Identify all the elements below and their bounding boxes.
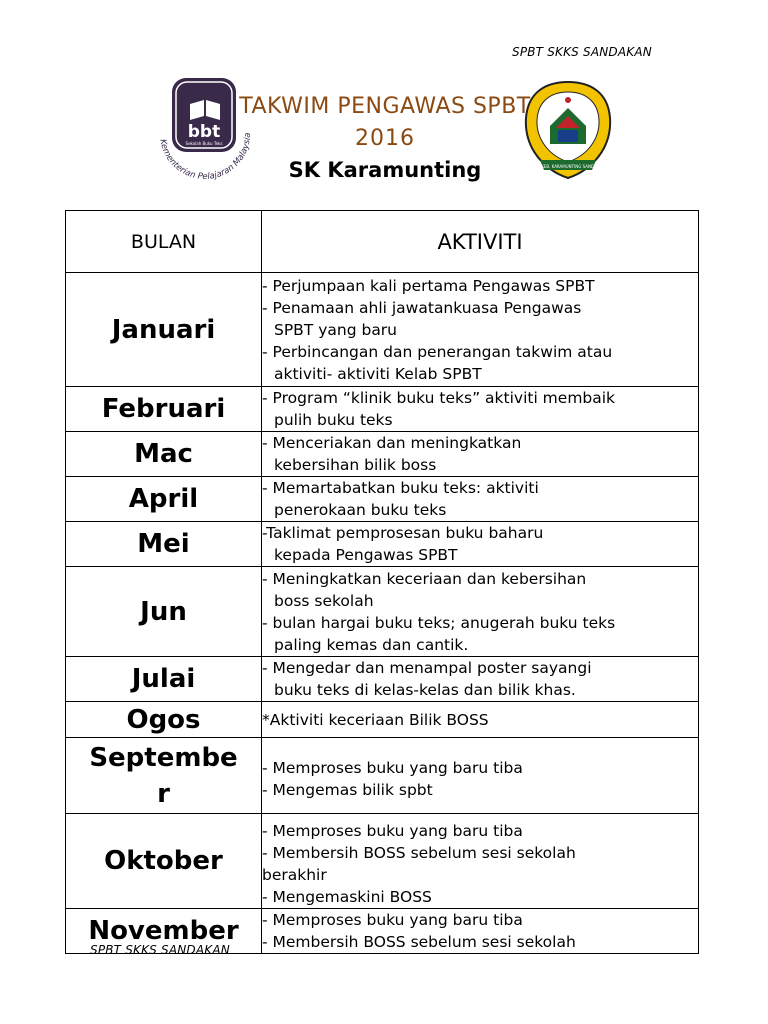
table-row — [66, 738, 699, 814]
table-row — [66, 387, 699, 432]
activity-line: - Membersih BOSS sebelum sesi sekolah — [262, 844, 576, 862]
activity-line: - Memproses buku yang baru tiba — [262, 911, 523, 929]
activity-line: buku teks di kelas-kelas dan bilik khas. — [274, 681, 576, 699]
activity-line: - Penamaan ahli jawatankuasa Pengawas — [262, 298, 582, 317]
school-name: SK Karamunting — [288, 158, 482, 182]
activity-line: SPBT yang baru — [274, 320, 398, 339]
activity-line: - Memproses buku yang baru tiba — [262, 758, 523, 777]
activity-line: - Mengemas bilik spbt — [262, 780, 433, 799]
table-row — [66, 273, 699, 387]
activity-cell — [262, 657, 699, 702]
page-title-year: 2016 — [355, 126, 415, 151]
activity-cell — [262, 273, 699, 387]
activity-line: boss sekolah — [274, 591, 374, 610]
activity-line: - Meningkatkan keceriaan dan kebersihan — [262, 569, 587, 588]
activity-cell — [262, 814, 699, 909]
activity-cell — [262, 567, 699, 657]
activity-cell — [262, 738, 699, 814]
table-row — [66, 702, 699, 738]
activity-line: - Membersih BOSS sebelum sesi sekolah — [262, 933, 576, 951]
month-cell: Mac — [66, 432, 262, 477]
activity-line: - Perjumpaan kali pertama Pengawas SPBT — [262, 276, 595, 295]
activity-line: kepada Pengawas SPBT — [274, 546, 458, 564]
activity-cell — [262, 432, 699, 477]
activity-line: -Taklimat pemprosesan buku baharu — [262, 524, 544, 542]
activity-line: - Menceriakan dan meningkatkan — [262, 434, 522, 452]
activity-line: *Aktiviti keceriaan Bilik BOSS — [262, 710, 489, 729]
schedule-table — [65, 210, 699, 954]
activity-line: - bulan hargai buku teks; anugerah buku teks — [262, 613, 616, 632]
month-cell: Mei — [66, 522, 262, 567]
page-title: TAKWIM PENGAWAS SPBT — [239, 94, 531, 119]
month-cell: Ogos — [66, 702, 262, 738]
activity-line: kebersihan bilik boss — [274, 456, 437, 474]
table-row — [66, 432, 699, 477]
table-row — [66, 814, 699, 909]
activity-line: - Mengemaskini BOSS — [262, 888, 432, 906]
month-cell: Jun — [66, 567, 262, 657]
month-cell: November — [66, 909, 262, 954]
activity-line: - Perbincangan dan penerangan takwim atau — [262, 342, 613, 361]
bbt-logo-tag: Sekolah Buku Teks — [185, 141, 223, 146]
activity-cell — [262, 909, 699, 954]
activity-line: - Mengedar dan menampal poster sayangi — [262, 659, 592, 677]
school-crest-text: SEK. KEB. KARAMUNTING SANDAKAN — [530, 164, 606, 169]
bbt-logo-caption: Kementerian Pelajaran Malaysia — [157, 132, 254, 183]
table-row — [66, 657, 699, 702]
month-cell: Oktober — [66, 814, 262, 909]
activity-line: paling kemas dan cantik. — [274, 635, 469, 654]
table-header-row — [66, 211, 699, 273]
activity-line: pulih buku teks — [274, 411, 393, 429]
month-cell: April — [66, 477, 262, 522]
month-cell: Februari — [66, 387, 262, 432]
column-header-month: BULAN — [66, 211, 262, 273]
activity-line: - Program “klinik buku teks” aktiviti membaik — [262, 389, 616, 407]
month-cell: Julai — [66, 657, 262, 702]
bbt-logo-text: bbt — [187, 122, 221, 142]
column-header-activity: AKTIVITI — [262, 211, 699, 273]
activity-cell — [262, 477, 699, 522]
table-row — [66, 477, 699, 522]
table-row — [66, 522, 699, 567]
activity-line: berakhir — [262, 866, 327, 884]
activity-line: penerokaan buku teks — [274, 501, 447, 519]
activity-cell — [262, 522, 699, 567]
table-row — [66, 567, 699, 657]
activity-cell — [262, 387, 699, 432]
activity-line: - Memartabatkan buku teks: aktiviti — [262, 479, 539, 497]
month-cell: Januari — [66, 273, 262, 387]
activity-line: aktiviti- aktiviti Kelab SPBT — [274, 364, 482, 383]
month-cell: Septembe r — [66, 738, 262, 814]
page-footer-note: SPBT SKKS SANDAKAN — [90, 943, 230, 957]
activity-cell — [262, 702, 699, 738]
page-header-note: SPBT SKKS SANDAKAN — [512, 45, 652, 59]
activity-line: - Memproses buku yang baru tiba — [262, 822, 523, 840]
